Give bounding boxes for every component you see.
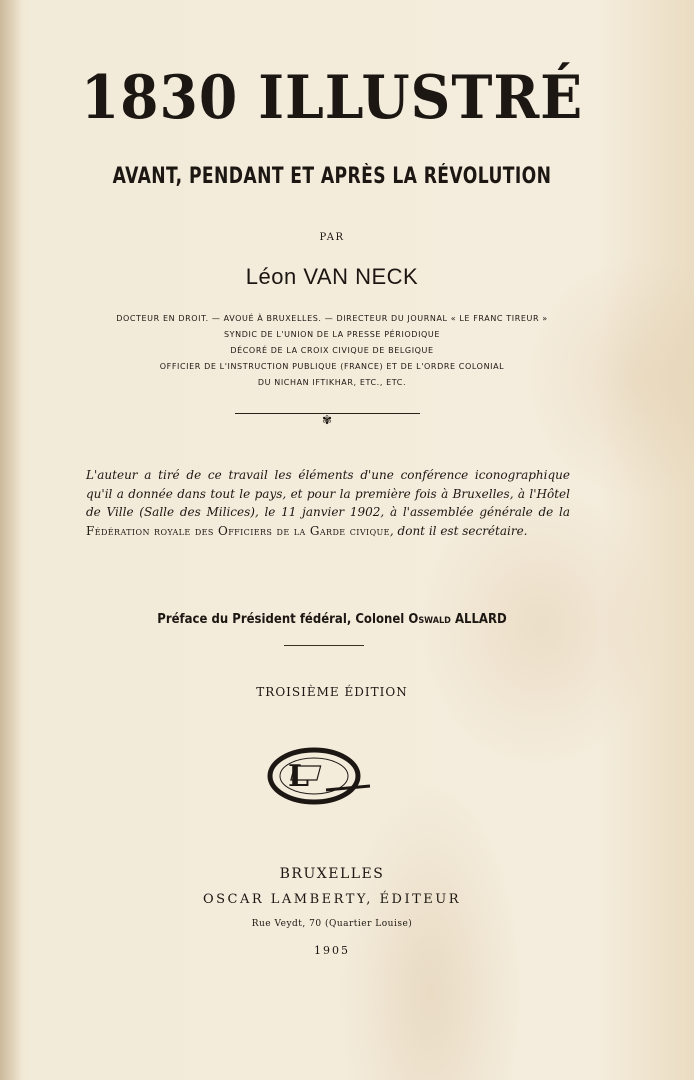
book-title: 1830 ILLUSTRÉ: [80, 63, 584, 133]
imprint-publisher: OSCAR LAMBERTY, ÉDITEUR: [202, 892, 462, 907]
credential-line: SYNDIC DE L'UNION DE LA PRESSE PÉRIODIQUE: [223, 330, 441, 339]
spine-shadow: [0, 0, 22, 1080]
author-note: [86, 466, 570, 540]
preface-credit: [33, 612, 631, 627]
note-federation: Fédération royale des Officiers de la Garde civique: [86, 523, 390, 538]
publisher-logo-icon: [266, 746, 376, 806]
note-text: L'auteur a tiré de ce travail les éléments d'une conférence iconographique qu'il a donnée dans tout le pays, et pour la première fois à Bruxelles, à l'Hôtel de Ville (Salle des Milices), le 11 janvier 1902, à l'assemblée générale de la: [86, 468, 570, 519]
imprint-city: BRUXELLES: [279, 866, 385, 882]
ornamental-divider: [235, 410, 420, 430]
preface-last-name: ALLARD: [454, 612, 507, 627]
logo-stroke: [326, 786, 370, 790]
preface-first-name: Oswald: [408, 612, 451, 627]
imprint-address: Rue Veydt, 70 (Quartier Louise): [251, 919, 413, 929]
author-name: Léon VAN NECK: [245, 264, 419, 289]
credential-line: DU NICHAN IFTIKHAR, ETC., ETC.: [257, 378, 407, 387]
logo-letter: L: [288, 759, 310, 794]
fleuron-icon: ✾: [321, 413, 333, 427]
by-line: PAR: [319, 232, 345, 243]
imprint-year: 1905: [314, 944, 350, 957]
book-subtitle: AVANT, PENDANT ET APRÈS LA RÉVOLUTION: [112, 164, 552, 189]
credential-line: DÉCORÉ DE LA CROIX CIVIQUE DE BELGIQUE: [230, 346, 434, 355]
author-credentials: [0, 311, 664, 391]
note-text-end: , dont il est secrétaire.: [389, 523, 528, 538]
credential-line: DOCTEUR EN DROIT. — AVOUÉ À BRUXELLES. — DIRECTEUR DU JOURNAL « LE FRANC TIREUR »: [116, 314, 548, 323]
preface-text: Préface du Président fédéral, Colonel: [157, 612, 409, 627]
short-rule: [284, 645, 364, 646]
edition-label: TROISIÈME ÉDITION: [256, 685, 408, 699]
credential-line: OFFICIER DE L'INSTRUCTION PUBLIQUE (FRANCE) ET DE L'ORDRE COLONIAL: [159, 362, 505, 371]
